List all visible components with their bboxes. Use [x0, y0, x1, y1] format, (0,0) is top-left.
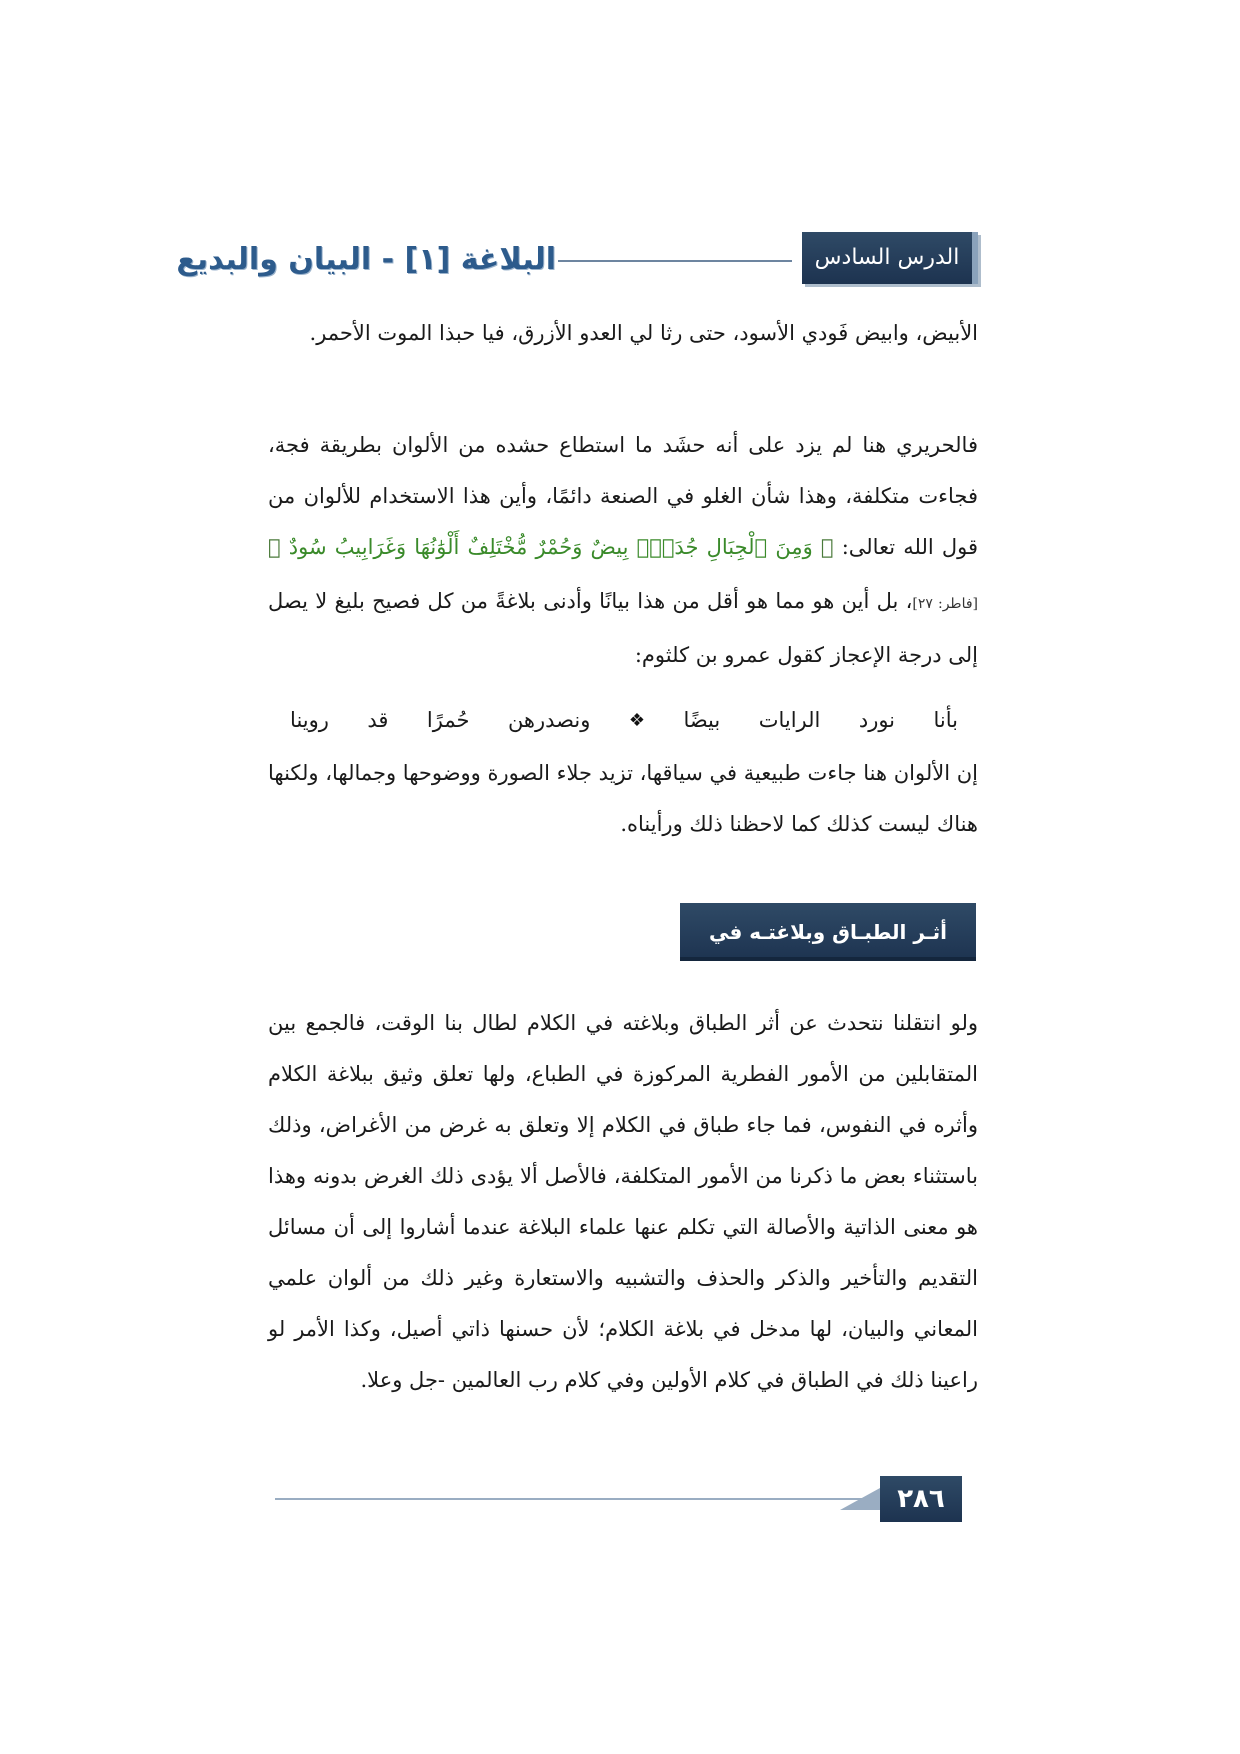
verse-word: بأنا [933, 708, 958, 732]
quran-bracket-close: ﴾ [268, 535, 281, 559]
paragraph-3 [268, 748, 978, 850]
verse-word: بيضًا [683, 708, 721, 732]
verse-word: نورد [858, 708, 896, 732]
footer-divider [275, 1498, 875, 1500]
verse-word: حُمرًا [426, 708, 470, 732]
verse-word: ونصدرهن [507, 708, 591, 732]
quran-reference: [فاطر: ٢٧] [912, 596, 978, 612]
paragraph-1-text: الأبيض، وابيض فَودي الأسود، حتى رثا لي العدو الأزرق، فيا حبذا الموت الأحمر. [309, 321, 978, 345]
poem-verse [290, 700, 958, 740]
page-number: ٢٨٦ [880, 1476, 962, 1522]
verse-word: قد [367, 708, 389, 732]
paragraph-2 [268, 420, 978, 681]
paragraph-1 [268, 308, 978, 359]
book-title: البلاغة [١] - البيان والبديع [176, 242, 556, 277]
paragraph-4-text: ولو انتقلنا نتحدث عن أثر الطباق وبلاغته في الكلام لطال بنا الوقت، فالجمع بين المتقابلين من الأمور الفطرية المركوزة في الطباع، ولها تعلق وثيق ببلاغة الكلام وأثره في النفوس، فما جاء طباق في الكلام إلا وتعلق به غرض من الأغراض، وذلك باستثناء بعض ما ذكرنا من الأمور المتكلفة، فالأصل ألا يؤدى ذلك الغرض بدونه وهذا هو معنى الذاتية والأصالة التي تكلم عنها علماء البلاغة عندما أشاروا إلى أن مسائل التقديم والتأخير والذكر والحذف والتشبيه والاستعارة وغير ذلك من ألوان علمي المعاني والبيان، لها مدخل في بلاغة الكلام؛ لأن حسنها ذاتي أصيل، وكذا الأمر لو راعينا ذلك في الطباق في كلام الأولين وفي كلام رب العالمين -جل وعلا. [268, 1011, 978, 1392]
section-heading: أثـر الطبـاق وبلاغتـه في الكـلام [680, 903, 976, 961]
paragraph-2-outro: ، بل أين هو مما هو أقل من هذا بيانًا وأدنى بلاغةً من كل فصيح بليغ لا يصل إلى درجة الإعجاز كقول عمرو بن كلثوم: [268, 589, 978, 667]
page-header [176, 232, 978, 322]
paragraph-2-intro: فالحريري هنا لم يزد على أنه حشَد ما استطاع حشده من الألوان بطريقة فجة، فجاءت متكلفة، وهذا شأن الغلو في الصنعة دائمًا، وأين هذا الاستخدام للألوان من قول الله تعالى: [268, 433, 978, 559]
header-divider [558, 260, 792, 262]
paragraph-3-text: إن الألوان هنا جاءت طبيعية في سياقها، تزيد جلاء الصورة ووضوحها وجمالها، ولكنها هناك ليست كذلك كما لاحظنا ذلك ورأيناه. [267, 761, 978, 836]
lesson-label: الدرس السادس عشر [802, 232, 978, 284]
verse-separator-icon: ❖ [628, 709, 645, 731]
quran-verse: وَمِنَ ٱلْجِبَالِ جُدَدٌۢ بِيضٌ وَحُمْرٌ مُّخْتَلِفٌ أَلْوَٰنُهَا وَغَرَابِيبُ سُودٌ [280, 535, 821, 559]
quran-bracket-open: ﴿ [820, 535, 834, 559]
paragraph-4 [268, 998, 978, 1406]
footer-wedge [840, 1488, 880, 1510]
verse-word: روينا [290, 708, 329, 732]
verse-word: الرايات [758, 708, 821, 732]
paragraph-2-text [268, 420, 978, 681]
